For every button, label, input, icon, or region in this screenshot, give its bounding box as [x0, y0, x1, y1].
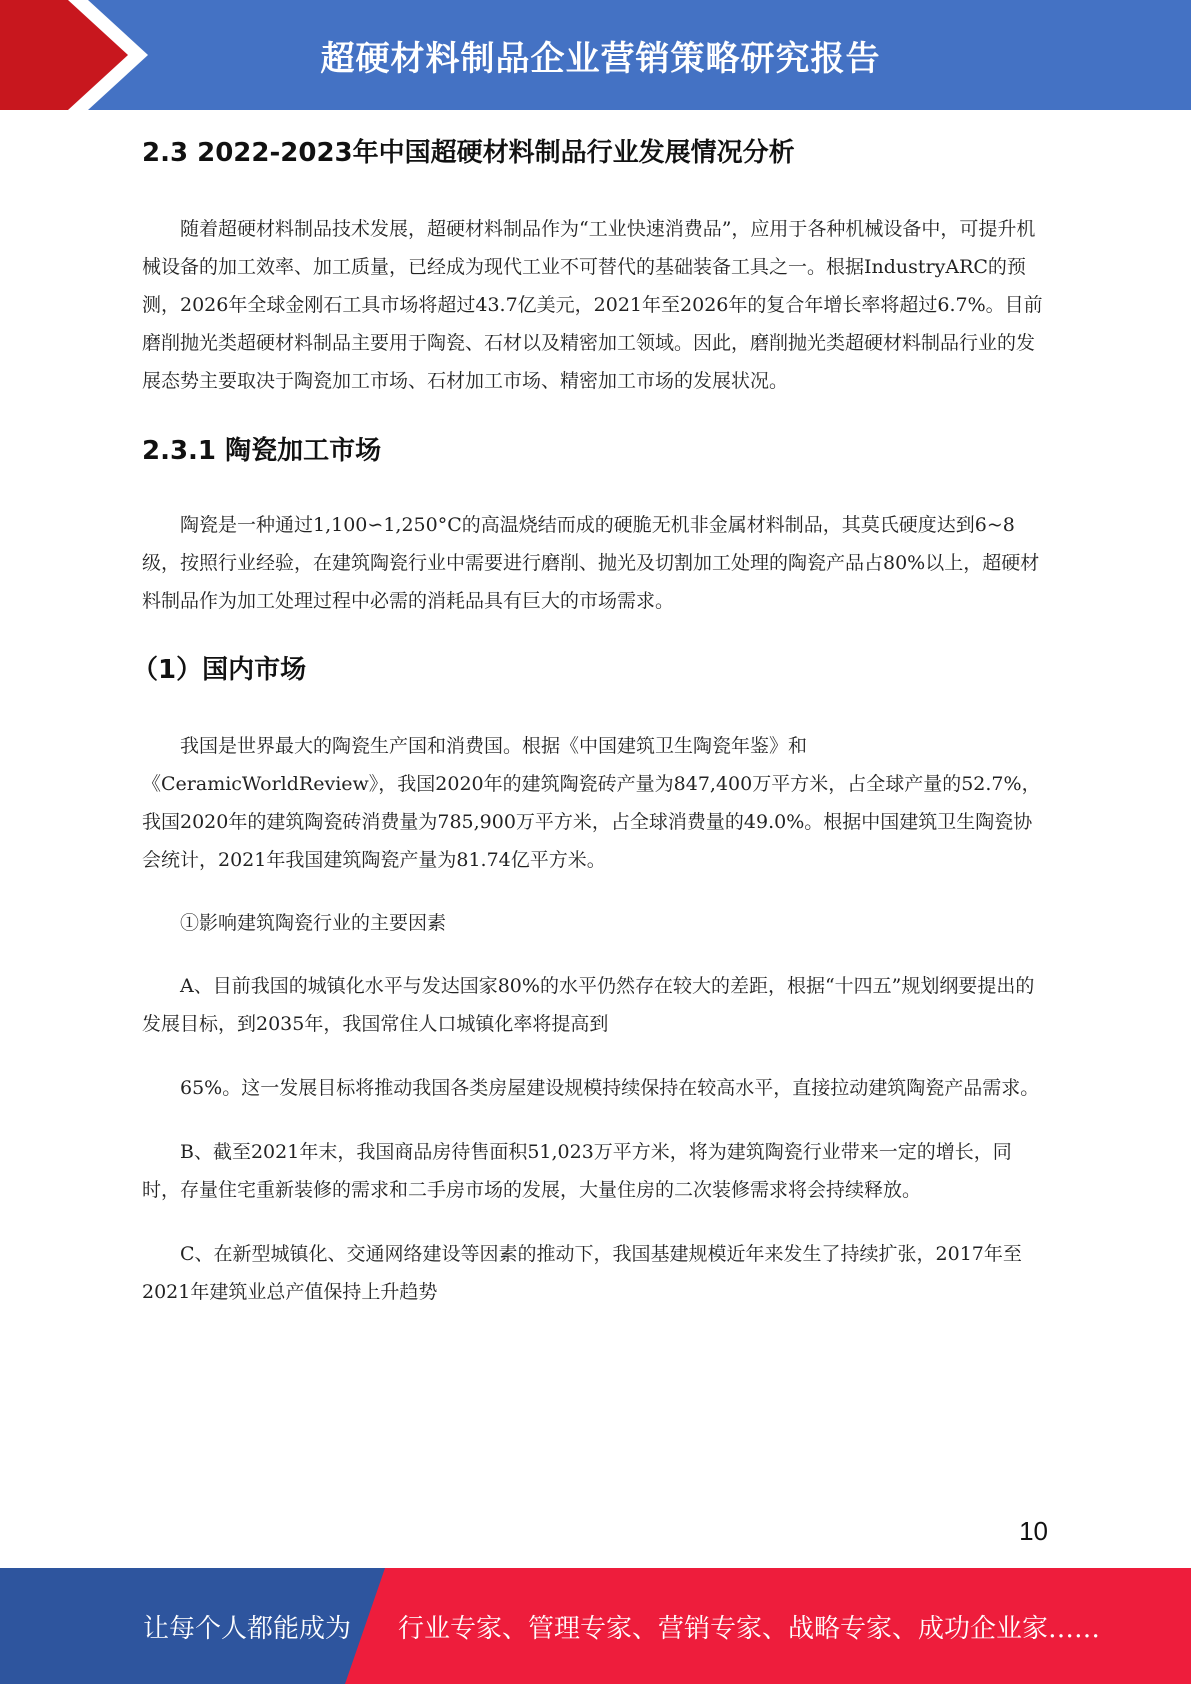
footer-slogan-left: 让每个人都能成为 [143, 1613, 352, 1644]
paragraph: C、在新型城镇化、交通网络建设等因素的推动下，我国基建规模近年来发生了持续扩张，2017年至2021年建筑业总产值保持上升趋势 [142, 1243, 1022, 1303]
paragraph: 65%。这一发展目标将推动我国各类房屋建设规模持续保持在较高水平，直接拉动建筑陶瓷产品需求。 [180, 1077, 1040, 1099]
section-heading-2-3-1: 2.3.1 陶瓷加工市场 [142, 436, 382, 466]
paragraph: A、目前我国的城镇化水平与发达国家80%的水平仍然存在较大的差距，根据“十四五”规划纲要提出的发展目标，到2035年，我国常住人口城镇化率将提高到 [142, 975, 1035, 1035]
section-heading-2-3: 2.3 2022-2023年中国超硬材料制品行业发展情况分析 [142, 138, 795, 168]
paragraph: B、截至2021年末，我国商品房待售面积51,023万平方米，将为建筑陶瓷行业带来一定的增长，同时，存量住宅重新装修的需求和二手房市场的发展，大量住房的二次装修需求将会持续释放。 [142, 1141, 1012, 1201]
paragraph: 陶瓷是一种通过1,100∽1,250°C的高温烧结而成的硬脆无机非金属材料制品，其莫氏硬度达到6~8级，按照行业经验，在建筑陶瓷行业中需要进行磨削、抛光及切割加工处理的陶瓷产品占80%以上，超硬材料制品作为加工处理过程中必需的消耗品具有巨大的市场需求。 [142, 514, 1040, 612]
paragraph: 随着超硬材料制品技术发展，超硬材料制品作为“工业快速消费品”，应用于各种机械设备中，可提升机械设备的加工效率、加工质量，已经成为现代工业不可替代的基础装备工具之一。根据IndustryARC的预测，2026年全球金刚石工具市场将超过43.7亿美元，2021年至2026年的复合年增长率将超过6.7%。目前磨削抛光类超硬材料制品主要用于陶瓷、石材以及精密加工领域。因此，磨削抛光类超硬材料制品行业的发展态势主要取决于陶瓷加工市场、石材加工市场、精密加工市场的发展状况。 [142, 218, 1043, 392]
footer-slogan-right: 行业专家、管理专家、营销专家、战略专家、成功企业家…… [398, 1613, 1101, 1644]
header-title: 超硬材料制品企业营销策略研究报告 [320, 38, 881, 79]
paragraph: 我国是世界最大的陶瓷生产国和消费国。根据《中国建筑卫生陶瓷年鉴》和《CeramicWorldReview》，我国2020年的建筑陶瓷砖产量为847,400万平方米，占全球产量的52.7%，我国2020年的建筑陶瓷砖消费量为785,900万平方米，占全球消费量的49.0%。根据中国建筑卫生陶瓷协会统计，2021年我国建筑陶瓷产量为81.74亿平方米。 [142, 735, 1041, 871]
paragraph: ①影响建筑陶瓷行业的主要因素 [180, 912, 447, 934]
page-content [132, 128, 1047, 1311]
page-number: 10 [1019, 1516, 1048, 1546]
section-heading-domestic-market: （1）国内市场 [132, 655, 307, 685]
page-header [0, 0, 1191, 110]
page-footer [0, 1568, 1191, 1684]
